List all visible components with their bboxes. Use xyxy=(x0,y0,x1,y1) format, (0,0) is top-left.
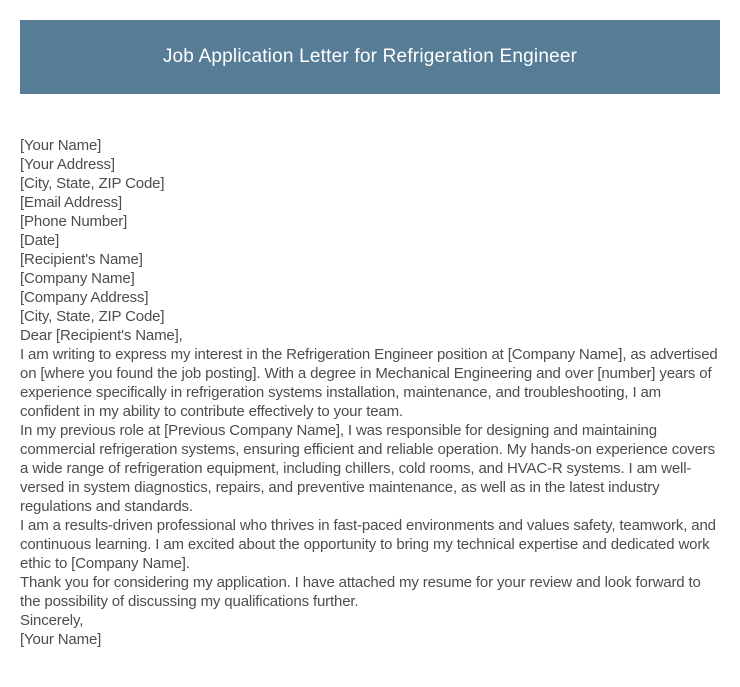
paragraph-thanks: Thank you for considering my application. I have attached my resume for your review and look forward to the possibility of discussing my qualifications further. xyxy=(20,574,701,610)
salutation-line: Dear [Recipient's Name], xyxy=(20,327,183,344)
letter-title-banner xyxy=(20,20,720,94)
company-name-line: [Company Name] xyxy=(20,270,135,287)
sender-city-line: [City, State, ZIP Code] xyxy=(20,175,165,192)
sender-phone-line: [Phone Number] xyxy=(20,213,128,230)
signature-line: [Your Name] xyxy=(20,631,102,648)
paragraph-values: I am a results-driven professional who thrives in fast-paced environments and values safety, teamwork, and continuous learning. I am excited about the opportunity to bring my technical expertise and dedicated work ethic to [Company Name]. xyxy=(20,517,716,572)
page-title: Job Application Letter for Refrigeration Engineer xyxy=(162,46,578,67)
paragraph-experience: In my previous role at [Previous Company Name], I was responsible for designing and maintaining commercial refrigeration systems, ensuring efficient and reliable operation. My hands-on experience covers a wide range of refrigeration equipment, including chillers, cold rooms, and HVAC-R systems. I am well-versed in system diagnostics, repairs, and preventive maintenance, as well as in the latest industry regulations and standards. xyxy=(20,422,716,515)
sender-email-line: [Email Address] xyxy=(20,194,122,211)
recipient-name-line: [Recipient's Name] xyxy=(20,251,143,268)
paragraph-introduction: I am writing to express my interest in the Refrigeration Engineer position at [Company Name], as advertised on [where you found the job posting]. With a degree in Mechanical Engineering and over [number] years of experience specifically in refrigeration systems installation, maintenance, and troubleshooting, I am confident in my ability to contribute effectively to your team. xyxy=(20,346,718,420)
date-line: [Date] xyxy=(20,232,60,249)
company-address-line: [Company Address] xyxy=(20,289,149,306)
sender-name-line: [Your Name] xyxy=(20,137,102,154)
letter-body xyxy=(20,136,720,649)
closing-line: Sincerely, xyxy=(20,612,84,629)
sender-address-line: [Your Address] xyxy=(20,156,115,173)
recipient-city-line: [City, State, ZIP Code] xyxy=(20,308,165,325)
letter-page xyxy=(0,20,740,649)
